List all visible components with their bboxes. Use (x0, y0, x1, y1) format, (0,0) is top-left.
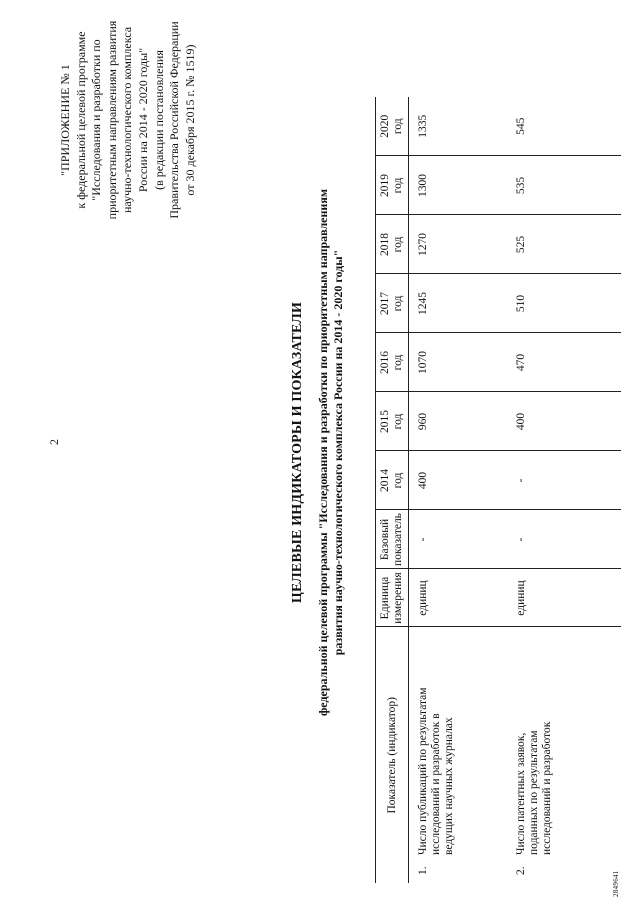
indicator-cell (409, 627, 509, 883)
header-unit: Единица измерения (376, 569, 409, 627)
value-cell-2014: 400 (409, 451, 509, 510)
value-cell-2014: - (509, 451, 621, 510)
unit-cell: единиц (509, 569, 621, 627)
base-cell: - (409, 510, 509, 569)
footer-code: 2849641 (612, 870, 620, 897)
header-indicator: Показатель (индикатор) (376, 627, 409, 883)
indicator-line: Число патентных заявок, (514, 732, 527, 855)
header-year-2014: 2014 год (376, 451, 409, 510)
appendix-line: к федеральной целевой программе (73, 31, 88, 209)
indicators-table-wrapper (375, 97, 621, 883)
title-block (290, 40, 346, 865)
row-number: 2. (514, 866, 527, 875)
value-cell-2020: 545 (509, 97, 621, 156)
appendix-line: научно-технологического комплекса (120, 26, 135, 214)
table-row (509, 97, 621, 883)
value-cell-2019: 535 (509, 156, 621, 215)
appendix-line: приоритетным направлениям развития (104, 20, 119, 220)
appendix-line: России на 2014 - 2020 годы" (135, 47, 150, 193)
indicator-line: исследований и разработок в (430, 713, 442, 855)
indicators-table (375, 97, 621, 883)
indicator-line: исследований и разработок (540, 721, 553, 855)
base-cell: - (509, 510, 621, 569)
appendix-line: от 30 декабря 2015 г. № 1519) (182, 44, 197, 196)
header-year-2018: 2018 год (376, 215, 409, 274)
value-cell-2019: 1300 (409, 156, 509, 215)
table-header-row (376, 97, 409, 883)
header-year-2015: 2015 год (376, 392, 409, 451)
unit-cell: единиц (409, 569, 509, 627)
value-cell-2020: 1335 (409, 97, 509, 156)
value-cell-2018: 1270 (409, 215, 509, 274)
page-number: 2 (47, 439, 61, 445)
indicator-line: Число публикаций по результатам (417, 687, 429, 855)
header-year-2020: 2020 год (376, 97, 409, 156)
appendix-line: "Исследования и разработки по (89, 39, 104, 201)
indicator-line: поданных по результатам (527, 730, 540, 855)
indicator-line: ведущих научных журналах (443, 717, 455, 855)
value-cell-2017: 510 (509, 274, 621, 333)
table-row (409, 97, 509, 883)
appendix-line: "ПРИЛОЖЕНИЕ № 1 (58, 64, 72, 176)
value-cell-2015: 400 (509, 392, 621, 451)
value-cell-2017: 1245 (409, 274, 509, 333)
appendix-line: Правительства Российской Федерации (167, 21, 182, 219)
subtitle-line-1: федеральной целевой программы "Исследования и разработки по приоритетным направлениям (316, 189, 330, 716)
document-title: ЦЕЛЕВЫЕ ИНДИКАТОРЫ И ПОКАЗАТЕЛИ (290, 301, 305, 604)
subtitle-line-2: развития научно-технологического комплекса России на 2014 - 2020 годы" (331, 249, 345, 656)
header-year-2016: 2016 год (376, 333, 409, 392)
header-year-2017: 2017 год (376, 274, 409, 333)
appendix-header (58, 20, 198, 220)
document-subtitle (316, 40, 346, 865)
appendix-line: (в редакции постановления (151, 50, 166, 190)
header-year-2019: 2019 год (376, 156, 409, 215)
value-cell-2018: 525 (509, 215, 621, 274)
value-cell-2016: 1070 (409, 333, 509, 392)
value-cell-2015: 960 (409, 392, 509, 451)
indicator-cell (509, 627, 621, 883)
header-base: Базовый показатель (376, 510, 409, 569)
value-cell-2016: 470 (509, 333, 621, 392)
row-number: 1. (417, 866, 429, 875)
